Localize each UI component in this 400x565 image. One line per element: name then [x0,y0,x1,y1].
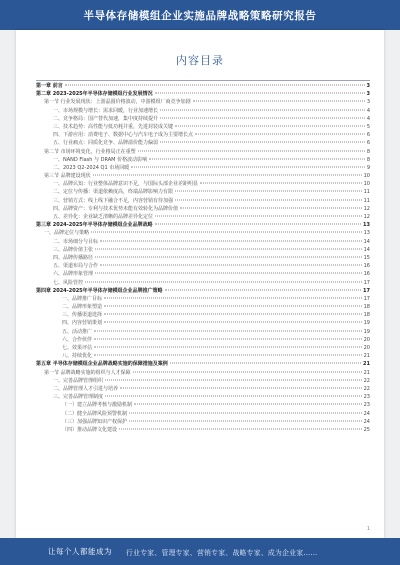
toc-top-divider [36,80,370,81]
table-of-contents [36,82,370,434]
toc-entry[interactable] [36,123,370,131]
toc-entry-page: 4 [366,107,370,114]
toc-leader-dots [94,338,362,339]
toc-entry-page: 14 [363,246,370,253]
toc-entry[interactable] [36,303,370,311]
toc-leader-dots [94,330,362,331]
toc-entry[interactable] [36,98,370,106]
toc-entry-page: 8 [366,148,370,155]
toc-entry[interactable] [36,279,370,287]
toc-leader-dots [104,322,362,323]
toc-entry-text: 三、技术趋势：高性能与低功耗并重，先进封装成关键 [53,123,174,130]
toc-entry-page: 3 [366,91,370,98]
toc-entry-text: 第一节 行业发展现状：上游晶圆价格波动，中游模组厂商竞争加剧 [44,99,191,106]
toc-leader-dots [160,117,365,118]
toc-entry-page: 16 [363,271,370,278]
toc-entry[interactable] [36,148,370,156]
toc-entry-page: 3 [366,83,370,89]
toc-entry[interactable] [36,328,370,336]
toc-entry-text: 七、效果评估 [62,345,93,351]
toc-leader-dots [120,387,362,388]
toc-entry-text: 四、品牌资产：专利与技术优势未能有效转化为品牌价值 [53,205,179,212]
toc-entry[interactable] [36,180,370,188]
toc-entry-text: 二、品牌管理人才引进与培养 [53,385,119,392]
toc-entry-page: 10 [363,173,370,180]
toc-leader-dots [131,166,365,167]
toc-entry-text: 第五章 半导体存储模组企业品牌战略实施的保障措施及案例 [36,361,168,368]
toc-entry[interactable] [36,246,370,254]
toc-entry[interactable] [36,352,370,360]
toc-entry[interactable] [36,287,370,295]
toc-entry-page: 20 [363,345,370,351]
toc-entry[interactable] [36,385,370,393]
toc-entry-page: 17 [363,287,370,294]
toc-entry-text: 五、渠道布局与合作 [53,263,99,270]
toc-entry-text: 第三章 2024-2025年半导体存储模组企业品牌战略 [36,222,153,229]
toc-entry-text: （四）推动品牌文化建设 [62,426,118,433]
toc-leader-dots [94,355,362,356]
toc-entry-text: （三）加强品牌知识产权保护 [62,418,128,425]
toc-entry-page: 24 [363,410,370,417]
bottom-banner [0,538,400,565]
toc-entry-page: 6 [366,132,370,139]
toc-entry-page: 4 [366,115,370,122]
toc-entry[interactable] [36,426,370,434]
toc-entry-page: 18 [363,312,370,319]
toc-heading: 内容目录 [176,54,224,67]
footer-slogan: 让每个人都能成为 [48,547,112,556]
toc-entry-text: 第二章 2023-2025年半导体存储模组行业发展情况 [36,91,153,98]
toc-entry-page: 13 [363,222,370,229]
toc-entry-text: 二、市场细分与目标 [53,238,99,245]
toc-entry[interactable] [36,82,370,90]
toc-entry-text: 五、活动推广 [62,328,93,335]
toc-entry-text: 四、内容营销策划 [62,320,103,327]
toc-entry[interactable] [36,156,370,164]
toc-leader-dots [193,101,365,102]
toc-leader-dots [165,289,361,290]
toc-entry-page: 17 [363,279,370,286]
toc-entry[interactable] [36,393,370,401]
toc-leader-dots [175,199,362,200]
toc-leader-dots [129,420,362,421]
toc-leader-dots [105,379,362,380]
toc-entry-page: 5 [366,123,370,130]
toc-leader-dots [149,158,365,159]
toc-leader-dots [104,297,362,298]
toc-leader-dots [91,232,362,233]
toc-entry[interactable] [36,319,370,327]
toc-leader-dots [160,142,365,143]
toc-entry-page: 23 [363,394,370,401]
toc-leader-dots [95,248,362,249]
toc-entry[interactable] [36,139,370,147]
toc-entry[interactable] [36,270,370,278]
toc-leader-dots [129,412,362,413]
toc-entry[interactable] [36,107,370,115]
toc-leader-dots [104,314,362,315]
toc-leader-dots [200,183,362,184]
toc-entry-page: 8 [366,156,370,163]
toc-entry-page: 22 [363,385,370,392]
toc-entry-page: 3 [366,99,370,106]
toc-entry-page: 20 [363,336,370,343]
toc-entry-page: 13 [363,230,370,237]
toc-entry-text: 三、传播渠道选择 [62,312,103,319]
toc-entry[interactable] [36,205,370,213]
toc-entry-page: 12 [363,205,370,212]
toc-entry-text: 一、品牌定位与策略 [44,230,90,237]
toc-entry-page: 11 [363,197,370,204]
toc-leader-dots [175,191,362,192]
toc-leader-dots [94,347,362,348]
footer-tagline: 行业专家、管理专家、营销专家、战略专家、成为企业家…… [126,548,318,557]
toc-leader-dots [95,256,362,257]
toc-entry[interactable] [36,164,370,172]
toc-entry[interactable] [36,254,370,262]
toc-entry-page: 18 [363,304,370,311]
toc-entry-text: 第一章 前言 [36,83,63,89]
toc-leader-dots [95,273,362,274]
toc-leader-dots [155,224,361,225]
toc-entry-page: 22 [363,377,370,384]
toc-leader-dots [180,207,362,208]
toc-entry[interactable] [36,295,370,303]
toc-entry-text: 一、市场规模与增长：需求回暖，行业加速增长 [53,107,159,114]
toc-entry-page: 11 [363,189,370,196]
toc-entry[interactable] [36,172,370,180]
toc-entry-text: 四、品牌传播路径 [53,254,94,261]
toc-entry-page: 21 [363,369,370,376]
toc-entry[interactable] [36,311,370,319]
toc-entry[interactable] [36,221,370,229]
toc-entry-text: 第二节 市场环境变化，行业格局正在重塑 [44,148,136,155]
top-banner [0,0,400,30]
toc-entry-page: 21 [363,361,370,368]
toc-entry-text: 五、行业痛点：同质化竞争、品牌溢价能力偏弱 [53,140,159,147]
document-page [16,30,384,538]
toc-entry-page: 16 [363,263,370,270]
toc-entry[interactable] [36,336,370,344]
toc-entry-text: 三、品牌价值主张 [53,246,94,253]
toc-entry[interactable] [36,360,370,368]
toc-leader-dots [133,371,362,372]
toc-entry-text: 第四章 2024-2025年半导体存储模组企业品牌推广策略 [36,287,163,294]
toc-entry-text: 二、竞争格局：国产替代加速，集中度持续提升 [53,115,159,122]
toc-leader-dots [170,363,361,364]
toc-entry-text: 二、2023 Q2-2024 Q1 市场回暖 [53,164,130,171]
toc-entry-text: （一）建立品牌考核与激励机制 [62,402,133,409]
toc-entry-text: 一、品牌认知：行业整体品牌意识不足，与国际头部企业差距明显 [53,181,199,188]
toc-entry-page: 15 [363,254,370,261]
toc-leader-dots [195,134,365,135]
toc-entry-text: （二）健全品牌风险预警机制 [62,410,128,417]
toc-entry[interactable] [36,229,370,237]
toc-leader-dots [104,306,362,307]
toc-leader-dots [85,281,362,282]
toc-entry-text: 六、品牌形象管理 [53,271,94,278]
toc-entry[interactable] [36,344,370,352]
toc-leader-dots [138,150,365,151]
toc-leader-dots [100,240,362,241]
page-number: 1 [366,526,370,532]
toc-entry-page: 23 [363,402,370,409]
toc-leader-dots [119,428,362,429]
toc-entry-text: 五、差异化：企业缺乏清晰的品牌差异化定位 [53,214,154,220]
report-title: 半导体存储模组企业实施品牌战略策略研究报告 [83,9,317,22]
toc-entry-text: 四、下游应用：消费电子、数据中心与汽车电子成为主要增长点 [53,132,194,139]
toc-leader-dots [155,216,362,217]
toc-entry-page: 24 [363,418,370,425]
toc-entry-page: 14 [363,238,370,245]
toc-entry[interactable] [36,213,370,221]
toc-entry[interactable] [36,197,370,205]
toc-entry[interactable] [36,238,370,246]
toc-leader-dots [155,93,365,94]
toc-entry[interactable] [36,131,370,139]
toc-entry[interactable] [36,90,370,98]
toc-entry-page: 19 [363,328,370,335]
toc-entry-text: 一、品牌推广目标 [62,295,103,302]
toc-entry-text: 八、持续优化 [62,353,93,360]
toc-entry-page: 25 [363,426,370,433]
toc-entry[interactable] [36,377,370,385]
toc-entry[interactable] [36,188,370,196]
toc-leader-dots [160,109,365,110]
toc-leader-dots [134,404,362,405]
toc-entry-text: 三、完善品牌管理制度 [53,394,104,401]
toc-entry[interactable] [36,115,370,123]
toc-leader-dots [175,125,365,126]
toc-entry-text: 一、NAND Flash 与 DRAM 价格波动影响 [53,156,148,163]
toc-entry-page: 21 [363,353,370,360]
toc-entry-text: 三、营销方式：线上线下融合不足，内容营销有待加强 [53,197,174,204]
toc-entry-page: 10 [363,181,370,188]
toc-entry-text: 二、定位与传播：渠道依赖度高，终端品牌影响力有限 [53,189,174,196]
toc-entry-page: 9 [366,164,370,171]
toc-entry-text: 二、品牌形象塑造 [62,304,103,311]
toc-leader-dots [105,396,362,397]
toc-entry-text: 六、合作伙伴 [62,336,93,343]
toc-entry-text: 第三节 品牌建设现状 [44,173,91,180]
toc-entry[interactable] [36,262,370,270]
toc-entry[interactable] [36,401,370,409]
toc-entry-page: 17 [363,295,370,302]
toc-entry-text: 第一节 品牌战略实施的组织与人才保障 [44,369,131,376]
toc-leader-dots [65,85,365,86]
toc-leader-dots [93,175,362,176]
toc-entry-page: 6 [366,140,370,147]
toc-entry-page: 19 [363,320,370,327]
toc-entry[interactable] [36,410,370,418]
toc-leader-dots [100,265,362,266]
toc-entry[interactable] [36,418,370,426]
toc-entry[interactable] [36,369,370,377]
toc-entry-text: 七、风险管控 [53,279,84,286]
toc-entry-text: 一、完善品牌管理组织 [53,377,104,384]
toc-entry-page: 12 [363,214,370,220]
